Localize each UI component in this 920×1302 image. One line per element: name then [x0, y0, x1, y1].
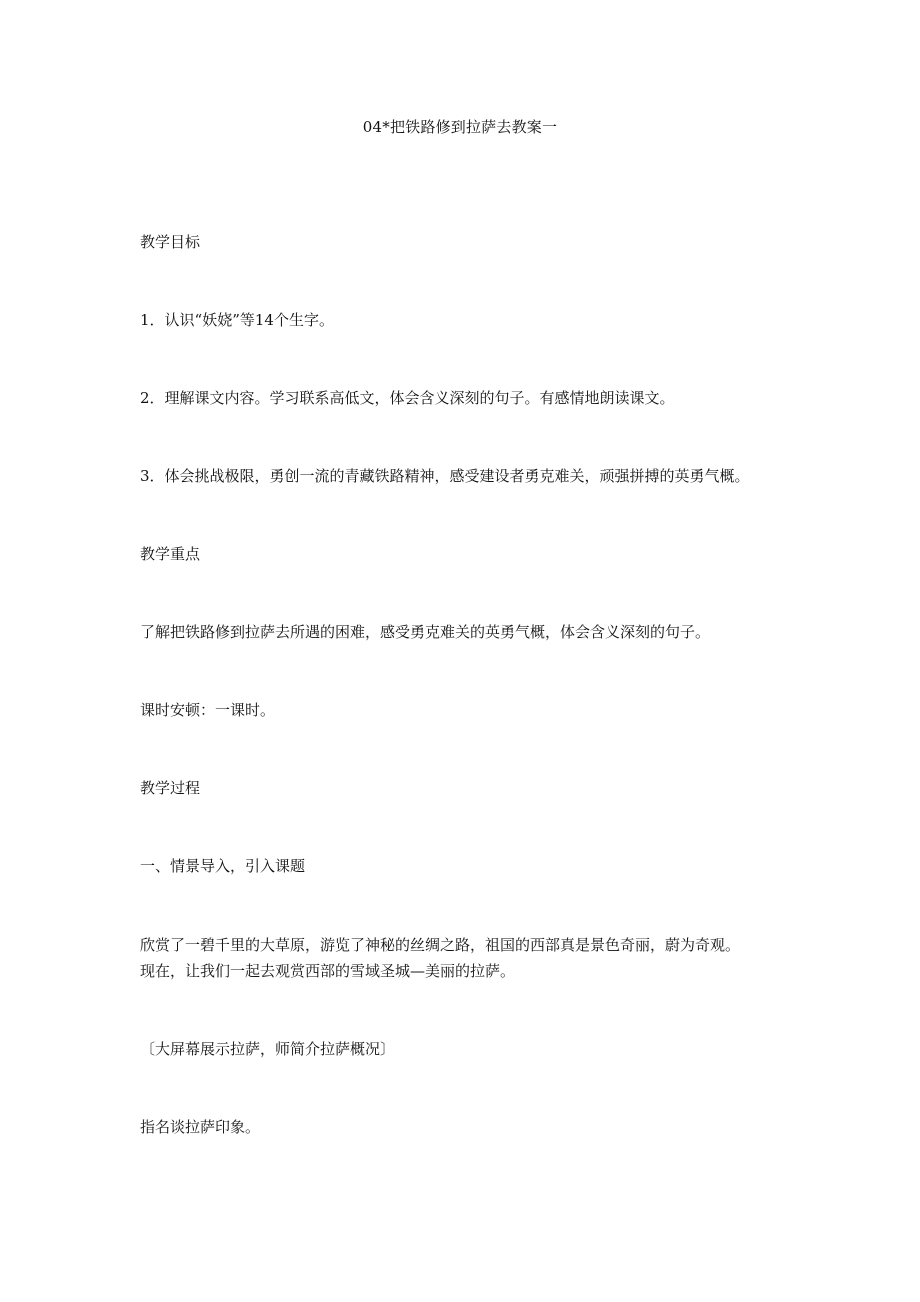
heading-teaching-process: 教学过程: [140, 779, 201, 797]
heading-teaching-goals: 教学目标: [140, 233, 201, 251]
document-title: 04*把铁路修到拉萨去教案一: [362, 118, 558, 136]
screen-display-note: 〔大屏幕展示拉萨，师简介拉萨概况〕: [140, 1040, 396, 1058]
impression-text: 指名谈拉萨印象。: [140, 1118, 261, 1136]
intro-paragraph-line-2: 现在，让我们一起去观赏西部的雪域圣城—美丽的拉萨。: [140, 962, 516, 980]
intro-paragraph-line-1: 欣赏了一碧千里的大草原，游览了神秘的丝绸之路，祖国的西部真是景色奇丽，蔚为奇观。: [140, 936, 741, 954]
class-time-text: 课时安顿：一课时。: [140, 701, 276, 719]
goal-item-1: 1．认识“妖娆”等14个生字。: [140, 311, 334, 329]
section-heading-1: 一、情景导入，引入课题: [140, 857, 306, 875]
goal-item-3: 3．体会挑战极限，勇创一流的青藏铁路精神，感受建设者勇克难关，顽强拼搏的英勇气概。: [140, 467, 750, 485]
heading-key-points: 教学重点: [140, 545, 201, 563]
key-point-text: 了解把铁路修到拉萨去所遇的困难，感受勇克难关的英勇气概，体会含义深刻的句子。: [140, 623, 711, 641]
goal-item-2: 2．理解课文内容。学习联系高低文，体会含义深刻的句子。有感情地朗读课文。: [140, 389, 675, 407]
